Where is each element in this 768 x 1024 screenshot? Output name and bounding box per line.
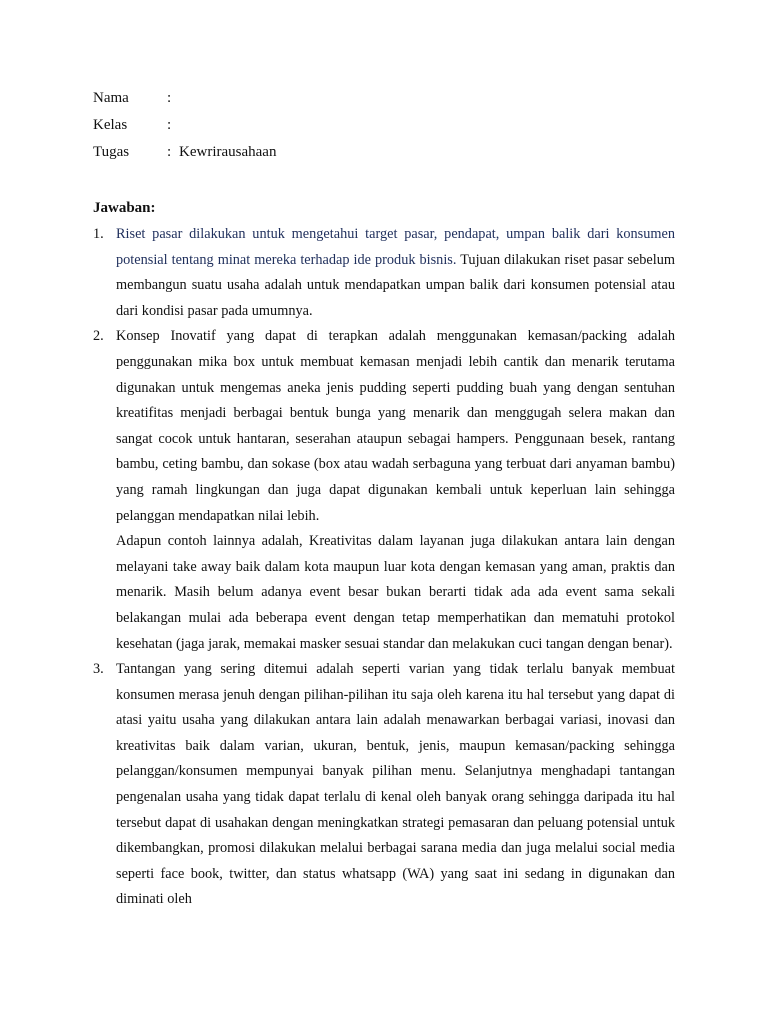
answer-paragraph: Tantangan yang sering ditemui adalah seperti varian yang tidak terlalu banyak membuat konsumen merasa jenuh dengan pilihan-pilihan itu saja oleh karena itu hal tersebut yang dapat di atasi yaitu usaha yang dilakukan antara lain adalah menawarkan berbagai variasi, inovasi dan kreativitas baik dalam varian, ukuran, bentuk, jenis, maupun kemasan/packing sehingga pelanggan/konsumen mempunyai banyak pilihan menu. Selanjutnya menghadapi tantangan pengenalan usaha yang tidak dapat terlalu di kenal oleh banyak orang sehingga daripada itu hal tersebut dapat di usahakan dengan meningkatkan strategi pemasaran dan peluang potensial untuk dikembangkan, promosi dilakukan melalui berbagai sarana media dan juga melalui social media seperti face book, twitter, dan status whatsapp (WA) yang saat ini sedang in digunakan dan diminati oleh bbox=[116, 661, 675, 908]
answer-number: 1. bbox=[93, 226, 104, 242]
answer-item-1 bbox=[93, 222, 675, 324]
answer-paragraph: Konsep Inovatif yang dapat di terapkan adalah menggunakan kemasan/packing adalah penggunakan mika box untuk membuat kemasan menjadi lebih cantik dan menarik terutama digunakan untuk mengemas aneka jenis pudding seperti pudding buah yang dengan sentuhan kreatifitas menjadi berbagai bentuk bunga yang menarik dan menggugah selera makan dan sangat cocok untuk hantaran, seserahan ataupun sebagai hampers. Penggunaan besek, rantang bambu, ceting bambu, dan sokase (box atau wadah serbaguna yang terbuat dari anyaman bambu) yang ramah lingkungan dan juga dapat digunakan kembali untuk keperluan lain sehingga pelanggan mendapatkan nilai lebih. bbox=[116, 328, 675, 524]
tugas-label: Tugas bbox=[93, 144, 130, 160]
answer-paragraph bbox=[116, 222, 675, 324]
answer-paragraph: Adapun contoh lainnya adalah, Kreativitas dalam layanan juga dilakukan antara lain dengan melayani take away baik dalam kota maupun luar kota dengan kemasan yang aman, praktis dan menarik. Masih belum adanya event besar bukan berarti tidak ada ada event sama sekali belakangan mulai ada beberapa event dengan tetap memperhatikan dan mematuhi protokol kesehatan (jaga jarak, memakai masker sesuai standar dan melakukan cuci tangan dengan benar). bbox=[116, 533, 675, 652]
nama-label: Nama bbox=[93, 90, 129, 106]
tugas-value: Kewrirausahaan bbox=[179, 144, 277, 160]
answer-item-2 bbox=[93, 324, 675, 657]
tugas-colon: : bbox=[167, 144, 172, 160]
answers-list bbox=[93, 222, 675, 913]
answer-text-highlight: Riset pasar dilakukan untuk mengetahui target pasar, pendapat, umpan balik dari konsumen potensial tentang minat mereka terhadap ide produk bisnis. bbox=[116, 226, 675, 268]
answers-heading: Jawaban: bbox=[93, 200, 156, 216]
nama-colon: : bbox=[167, 90, 172, 106]
answer-number: 3. bbox=[93, 661, 104, 678]
answer-number: 2. bbox=[93, 328, 104, 345]
answer-item-3 bbox=[93, 657, 675, 913]
answer-text: Tujuan dilakukan riset pasar sebelum membangun suatu usaha adalah untuk mendapatkan umpan balik dari konsumen potensial atau dari kondisi pasar pada umumnya. bbox=[116, 251, 675, 319]
kelas-label: Kelas bbox=[93, 117, 128, 133]
kelas-colon: : bbox=[167, 117, 172, 133]
